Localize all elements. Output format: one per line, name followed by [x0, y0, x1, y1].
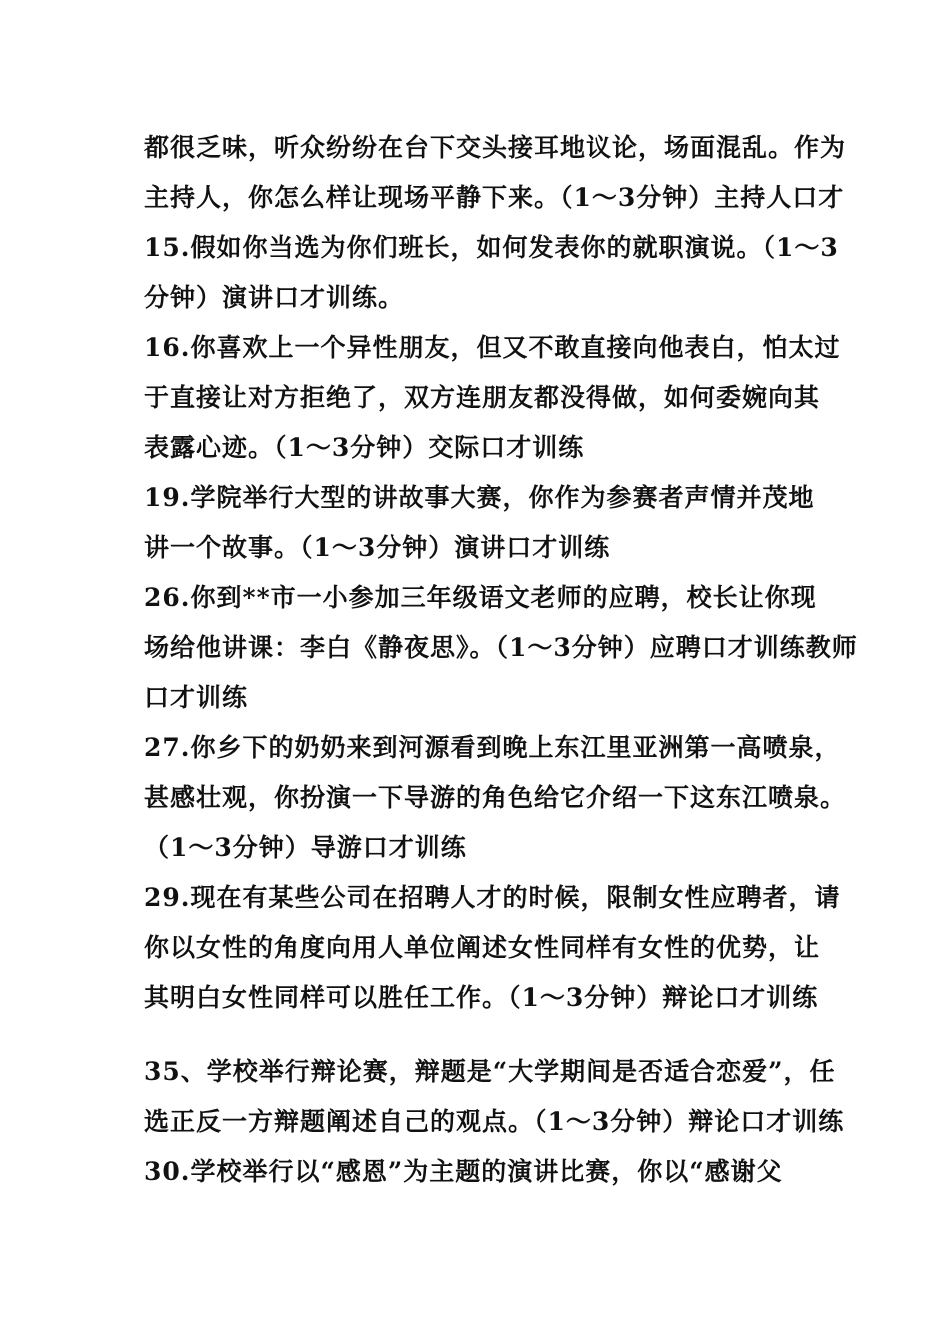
text-line: 27.你乡下的奶奶来到河源看到晚上东江里亚洲第一高喷泉， [144, 733, 841, 762]
text-line: 你以女性的角度向用人单位阐述女性同样有女性的优势，让 [144, 933, 821, 962]
text-line: 分钟）演讲口才训练。 [144, 283, 405, 312]
text-line: 35、学校举行辩论赛，辩题是“大学期间是否适合恋爱”，任 [144, 1057, 836, 1086]
text-line: 场给他讲课：李白《静夜思》。（1～3分钟）应聘口才训练教师 [144, 633, 858, 662]
text-line: 口才训练 [144, 683, 249, 712]
text-line: 甚感壮观，你扮演一下导游的角色给它介绍一下这东江喷泉。 [144, 783, 847, 812]
text-line: 16.你喜欢上一个异性朋友，但又不敢直接向他表白，怕太过 [144, 333, 841, 362]
text-line: 表露心迹。（1～3分钟）交际口才训练 [144, 433, 585, 462]
text-line: 都很乏味，听众纷纷在台下交头接耳地议论，场面混乱。作为 [144, 133, 847, 162]
text-line: 于直接让对方拒绝了，双方连朋友都没得做，如何委婉向其 [144, 383, 821, 412]
text-line: 26.你到**市一小参加三年级语文老师的应聘，校长让你现 [144, 583, 817, 612]
text-line: 讲一个故事。（1～3分钟）演讲口才训练 [144, 533, 611, 562]
text-line: 选正反一方辩题阐述自己的观点。（1～3分钟）辩论口才训练 [144, 1107, 845, 1136]
text-line: 30.学校举行以“感恩”为主题的演讲比赛，你以“感谢父 [144, 1157, 783, 1186]
text-line: （1～3分钟）导游口才训练 [144, 833, 467, 862]
text-line: 主持人，你怎么样让现场平静下来。（1～3分钟）主持人口才 [144, 183, 845, 212]
text-line: 15.假如你当选为你们班长，如何发表你的就职演说。（1～3 [144, 233, 839, 262]
text-line: 19.学院举行大型的讲故事大赛，你作为参赛者声情并茂地 [144, 483, 815, 512]
text-line: 其明白女性同样可以胜任工作。（1～3分钟）辩论口才训练 [144, 983, 819, 1012]
text-line: 29.现在有某些公司在招聘人才的时候，限制女性应聘者，请 [144, 883, 841, 912]
